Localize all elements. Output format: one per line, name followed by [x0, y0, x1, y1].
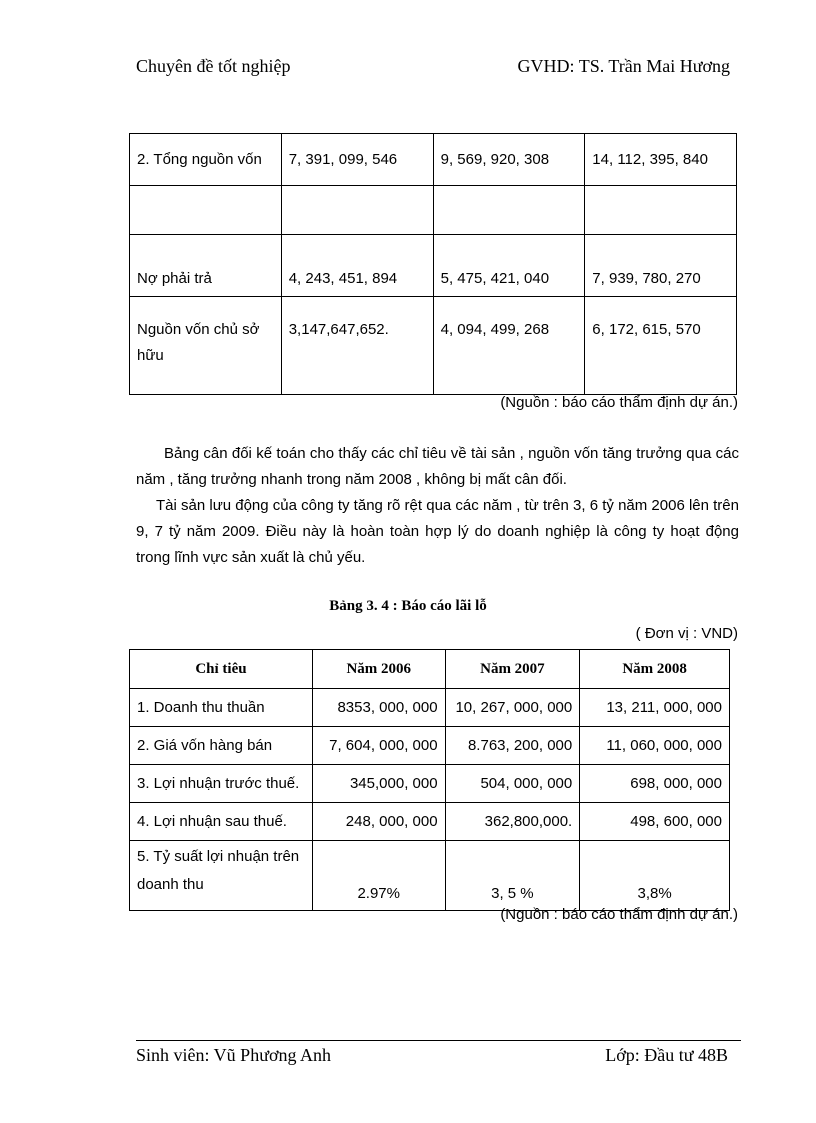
table-cell: 3,147,647,652.: [281, 297, 433, 395]
table-row: [130, 765, 730, 803]
table-row: [130, 297, 737, 395]
table-row: [130, 803, 730, 841]
header-title: Chuyên đề tốt nghiệp: [136, 56, 291, 76]
table-row: [130, 689, 730, 727]
page-header: [136, 56, 730, 80]
table-cell: 10, 267, 000, 000: [445, 689, 580, 727]
table-cell: 4, 243, 451, 894: [281, 235, 433, 297]
table-cell: 5. Tỷ suất lợi nhuận trên doanh thu: [130, 841, 313, 911]
table-cell: 4, 094, 499, 268: [433, 297, 585, 395]
table-cell: 7, 391, 099, 546: [281, 134, 433, 186]
table-cell: 9, 569, 920, 308: [433, 134, 585, 186]
footer-student: Sinh viên: Vũ Phương Anh: [136, 1045, 331, 1065]
table-cell: [281, 186, 433, 235]
header-supervisor: GVHD: TS. Trần Mai Hương: [517, 56, 730, 76]
paragraph: Tài sản lưu động của công ty tăng rõ rệt qua các năm , từ trên 3, 6 tỷ năm 2006 lên trên 9, 7 tỷ năm 2009. Điều này là hoàn toàn hợp lý do doanh nghiệp là công ty hoạt động trong lĩnh vực sản xuất là chủ yếu.: [136, 497, 739, 566]
table-cell: 7, 604, 000, 000: [312, 727, 445, 765]
table-row: [130, 727, 730, 765]
source-note: (Nguồn : báo cáo thẩm định dự án.): [500, 394, 738, 411]
table-cell: 3. Lợi nhuận trước thuế.: [130, 765, 313, 803]
table-cell: 7, 939, 780, 270: [585, 235, 737, 297]
table-cell: [130, 186, 282, 235]
paragraph: Bảng cân đối kế toán cho thấy các chỉ tiêu về tài sản , nguồn vốn tăng trưởng qua các năm , tăng trưởng nhanh trong năm 2008 , không bị mất cân đối.: [136, 445, 739, 488]
table-cell: 3,8%: [580, 841, 730, 911]
table-row: [130, 134, 737, 186]
table-cell: Nợ phải trả: [130, 235, 282, 297]
column-header: Năm 2008: [580, 650, 730, 689]
source-note: (Nguồn : báo cáo thẩm định dự án.): [500, 906, 738, 923]
column-header: Chỉ tiêu: [130, 650, 313, 689]
table-cell: 4. Lợi nhuận sau thuế.: [130, 803, 313, 841]
footer-class: Lớp: Đầu tư 48B: [605, 1045, 728, 1065]
table-cell: 362,800,000.: [445, 803, 580, 841]
column-header: Năm 2006: [312, 650, 445, 689]
table-cell: 14, 112, 395, 840: [585, 134, 737, 186]
table-cell: [585, 186, 737, 235]
balance-table: [129, 133, 737, 395]
table-cell: 13, 211, 000, 000: [580, 689, 730, 727]
table-cell: 5, 475, 421, 040: [433, 235, 585, 297]
page-footer: [136, 1045, 741, 1069]
table-cell: 3, 5 %: [445, 841, 580, 911]
table-cell: 2. Giá vốn hàng bán: [130, 727, 313, 765]
table-header-row: [130, 650, 730, 689]
table-cell: Nguồn vốn chủ sở hữu: [130, 297, 282, 395]
table-cell: 11, 060, 000, 000: [580, 727, 730, 765]
table-cell: 248, 000, 000: [312, 803, 445, 841]
table-cell: 8.763, 200, 000: [445, 727, 580, 765]
table-row: [130, 841, 730, 911]
table-cell: 504, 000, 000: [445, 765, 580, 803]
table-cell: 2. Tổng nguồn vốn: [130, 134, 282, 186]
table-row: [130, 186, 737, 235]
table-title: Bảng 3. 4 : Báo cáo lãi lỗ: [329, 598, 487, 614]
table-cell: 8353, 000, 000: [312, 689, 445, 727]
table-cell: 345,000, 000: [312, 765, 445, 803]
footer-divider: [136, 1040, 741, 1041]
table-cell: 2.97%: [312, 841, 445, 911]
table-cell: 1. Doanh thu thuần: [130, 689, 313, 727]
unit-note: ( Đơn vị : VND): [635, 625, 738, 642]
table-cell: [433, 186, 585, 235]
table-cell: 6, 172, 615, 570: [585, 297, 737, 395]
table-row: [130, 235, 737, 297]
table-cell: 498, 600, 000: [580, 803, 730, 841]
profit-loss-table: [129, 649, 730, 911]
table-cell: 698, 000, 000: [580, 765, 730, 803]
column-header: Năm 2007: [445, 650, 580, 689]
